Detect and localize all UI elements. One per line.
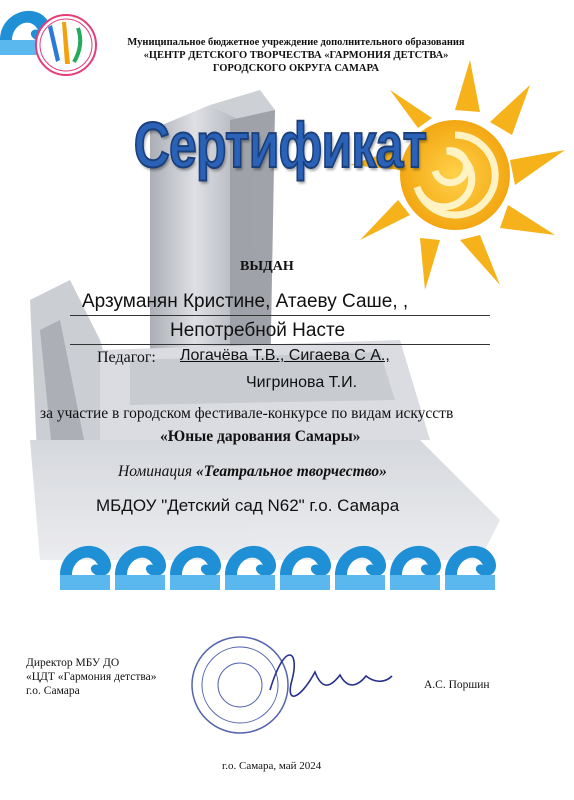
nomination-value: «Театральное творчество»: [196, 463, 387, 480]
recipients-underline-2: [70, 344, 490, 345]
festival-name: «Юные дарования Самары»: [160, 428, 361, 445]
issued-label: ВЫДАН: [240, 259, 294, 274]
recipients-underline-1: [70, 315, 490, 316]
recipients-line-1: Арзуманян Кристине, Атаеву Саше, ,: [82, 291, 409, 312]
recipients-line-2: Непотребной Насте: [170, 320, 346, 341]
teacher-label: Педагог:: [97, 349, 156, 366]
stamp: [192, 637, 288, 733]
header-line-3: ГОРОДСКОГО ОКРУГА САМАРА: [212, 63, 380, 74]
teacher-line-1: Логачёва Т.В., Сигаева С А.,: [180, 347, 390, 364]
director-block: [26, 656, 156, 698]
footer-place-date: г.о. Самара, май 2024: [222, 760, 322, 772]
header-line-2: «ЦЕНТР ДЕТСКОГО ТВОРЧЕСТВА «ГАРМОНИЯ ДЕТСТВА»: [143, 50, 449, 61]
header-line-1: Муниципальное бюджетное учреждение дополнительного образования: [127, 37, 465, 48]
logo: [36, 15, 96, 75]
director-line-3: г.о. Самара: [26, 685, 80, 697]
signer-name: А.С. Поршин: [424, 679, 490, 691]
nomination-label: Номинация: [118, 463, 193, 480]
teacher-line-2: Чигринова Т.И.: [246, 374, 358, 391]
nomination: [118, 463, 387, 481]
participation-text: за участие в городском фестивале-конкурсе по видам искусств: [40, 405, 454, 422]
director-line-1: Директор МБУ ДО: [26, 657, 120, 669]
organization: МБДОУ "Детский сад N62" г.о. Самара: [96, 496, 400, 515]
director-line-2: «ЦДТ «Гармония детства»: [26, 671, 157, 683]
institution-header: [96, 36, 496, 75]
certificate-title: Сертификат: [133, 109, 427, 181]
